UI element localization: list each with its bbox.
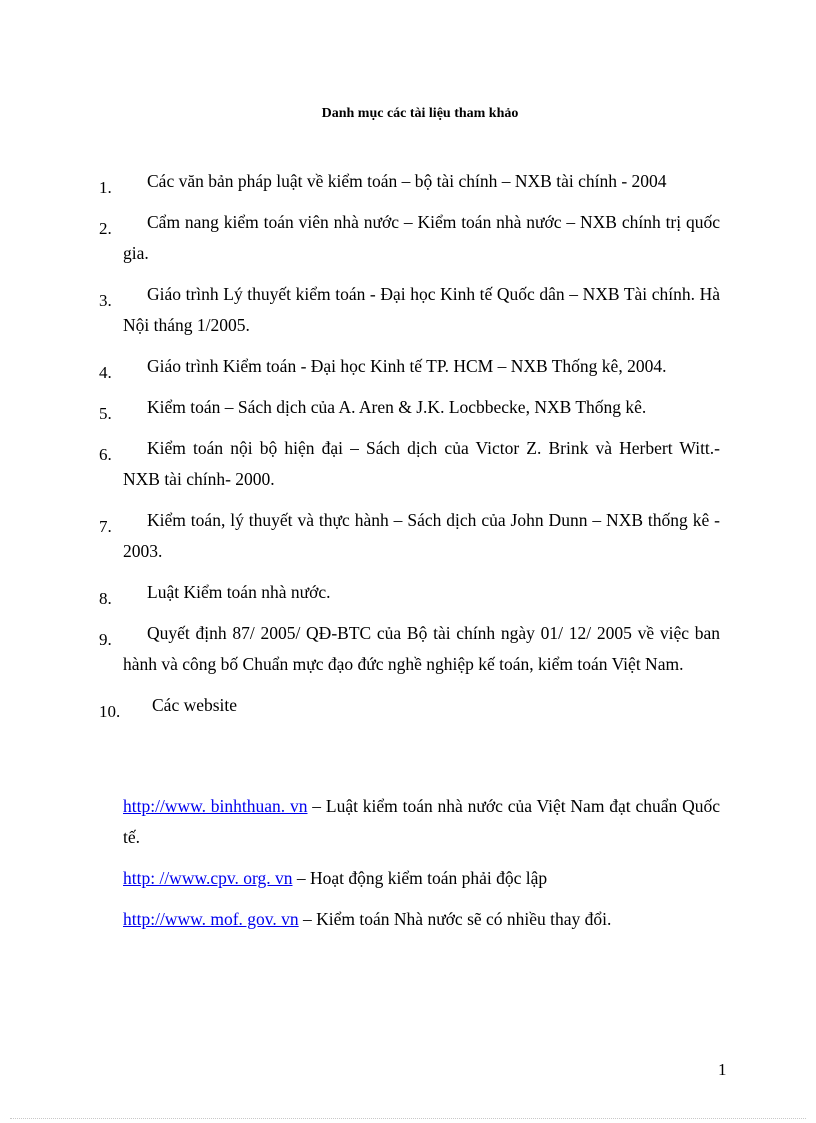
- reference-number: 3.: [99, 291, 112, 310]
- reference-list: [96, 166, 720, 731]
- reference-number: 2.: [99, 219, 112, 238]
- reference-item: [96, 577, 720, 608]
- website-link-cpv[interactable]: http: //www.cpv. org. vn: [123, 868, 293, 888]
- reference-number: 5.: [99, 404, 112, 423]
- reference-item: [96, 618, 720, 680]
- website-list: [123, 791, 720, 945]
- reference-number: 6.: [99, 445, 112, 464]
- reference-text: Luật Kiểm toán nhà nước.: [147, 582, 331, 602]
- reference-item: [96, 690, 720, 721]
- website-link-mof[interactable]: http://www. mof. gov. vn: [123, 909, 299, 929]
- reference-text: Các website: [152, 695, 238, 715]
- reference-text: Kiểm toán nội bộ hiện đại – Sách dịch của Victor Z. Brink và Herbert Witt.- NXB tài chính- 2000.: [123, 438, 720, 489]
- reference-item: [96, 433, 720, 495]
- reference-text: Giáo trình Kiểm toán - Đại học Kinh tế TP. HCM – NXB Thống kê, 2004.: [147, 356, 667, 376]
- reference-number: 7.: [99, 517, 112, 536]
- website-entry: [123, 904, 720, 935]
- reference-text: Kiểm toán, lý thuyết và thực hành – Sách dịch của John Dunn – NXB thống kê - 2003.: [123, 510, 720, 561]
- page-number: 1: [718, 1060, 727, 1079]
- reference-text: Quyết định 87/ 2005/ QĐ-BTC của Bộ tài chính ngày 01/ 12/ 2005 về việc ban hành và công bố Chuẩn mực đạo đức nghề nghiệp kế toán, kiểm toán Việt Nam.: [123, 623, 720, 674]
- reference-number: 8.: [99, 589, 112, 608]
- page-bottom-divider: [10, 1118, 806, 1119]
- reference-item: [96, 392, 720, 423]
- website-description: – Luật kiểm toán nhà nước của Việt Nam đạt chuẩn Quốc tế.: [123, 796, 720, 847]
- reference-text: Các văn bản pháp luật về kiểm toán – bộ tài chính – NXB tài chính - 2004: [147, 171, 667, 191]
- reference-number: 10.: [99, 702, 121, 721]
- reference-text: Giáo trình Lý thuyết kiểm toán - Đại học Kinh tế Quốc dân – NXB Tài chính. Hà Nội tháng 1/2005.: [123, 284, 720, 335]
- website-entry: [123, 791, 720, 853]
- reference-number: 9.: [99, 630, 112, 649]
- reference-item: [96, 351, 720, 382]
- reference-text: Cẩm nang kiểm toán viên nhà nước – Kiểm toán nhà nước – NXB chính trị quốc gia.: [123, 212, 720, 263]
- reference-item: [96, 279, 720, 341]
- website-entry: [123, 863, 720, 894]
- website-link-binhthuan[interactable]: http://www. binhthuan. vn: [123, 796, 308, 816]
- reference-number: 4.: [99, 363, 112, 382]
- reference-item: [96, 505, 720, 567]
- website-description: – Hoạt động kiểm toán phải độc lập: [292, 868, 548, 888]
- website-description: – Kiểm toán Nhà nước sẽ có nhiều thay đổi.: [298, 909, 612, 929]
- reference-item: [96, 207, 720, 269]
- reference-text: Kiểm toán – Sách dịch của A. Aren & J.K. Locbbecke, NXB Thống kê.: [147, 397, 647, 417]
- reference-number: 1.: [99, 178, 112, 197]
- page-title: Danh mục các tài liệu tham khảo: [321, 106, 519, 121]
- reference-item: [96, 166, 720, 197]
